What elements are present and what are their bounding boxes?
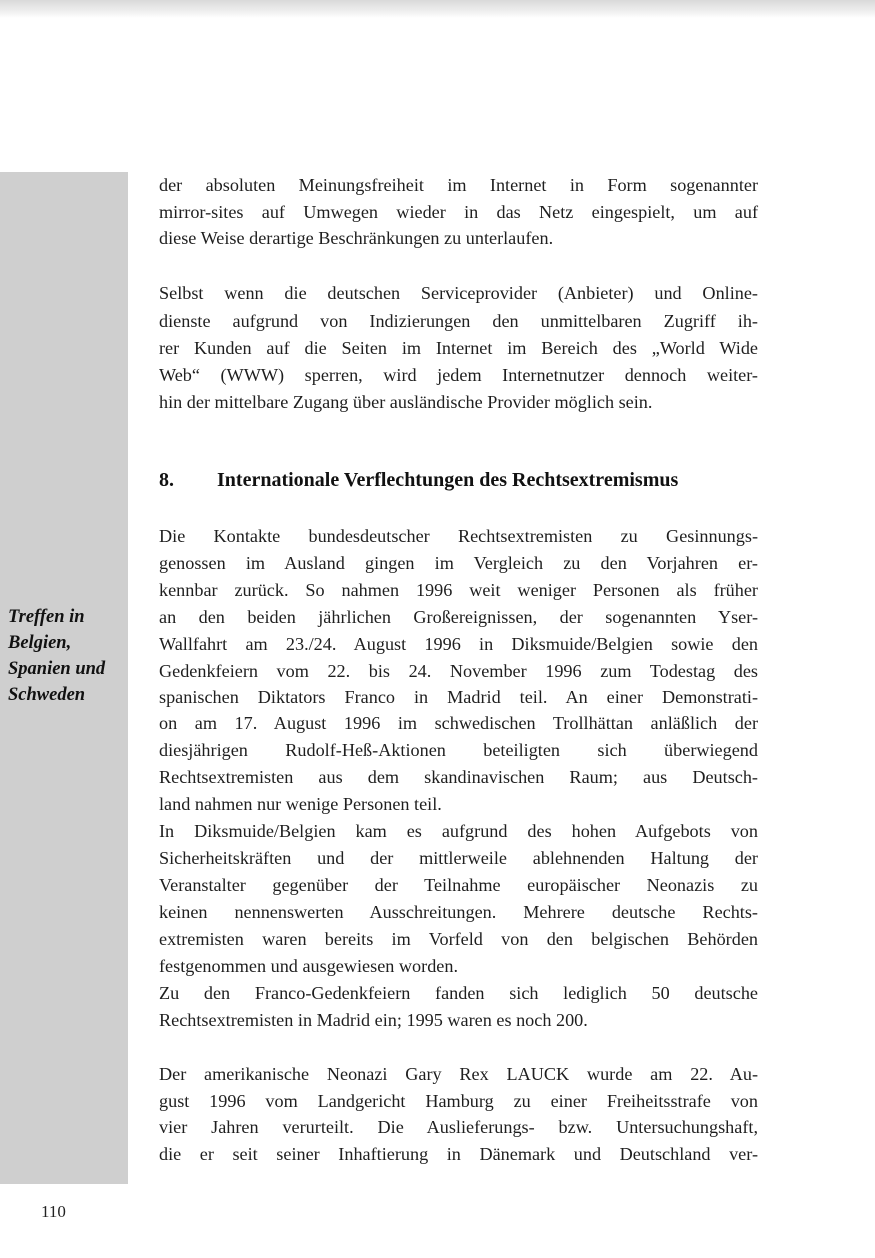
margin-note-line: Spanien und bbox=[8, 659, 106, 679]
margin-note-line: Schweden bbox=[8, 685, 86, 705]
margin-sidebar bbox=[0, 172, 128, 1184]
text-line: mirror-sites auf Umwegen wieder in das Netz eingespielt, um auf bbox=[159, 202, 758, 222]
text-line: Web“ (WWW) sperren, wird jedem Internetnutzer dennoch weiter- bbox=[159, 365, 758, 385]
text-line: dienste aufgrund von Indizierungen den unmittelbaren Zugriff ih- bbox=[159, 311, 758, 331]
page-number: 110 bbox=[41, 1202, 66, 1221]
text-line: Rechtsextremisten aus dem skandinavischen Raum; aus Deutsch- bbox=[159, 767, 758, 787]
text-line: der absoluten Meinungsfreiheit im Internet in Form sogenannter bbox=[159, 175, 758, 195]
text-line: Gedenkfeiern vom 22. bis 24. November 1996 zum Todestag des bbox=[159, 661, 758, 681]
text-line: In Diksmuide/Belgien kam es aufgrund des hohen Aufgebots von bbox=[159, 821, 758, 841]
section-heading bbox=[159, 466, 769, 494]
text-line: Veranstalter gegenüber der Teilnahme europäischer Neonazis zu bbox=[159, 875, 758, 895]
text-line: diesjährigen Rudolf-Heß-Aktionen beteiligten sich überwiegend bbox=[159, 740, 758, 760]
text-line: an den beiden jährlichen Großereignissen, der sogenannten Yser- bbox=[159, 607, 758, 627]
text-line: rer Kunden auf die Seiten im Internet im Bereich des „World Wide bbox=[159, 338, 758, 358]
scan-top-edge bbox=[0, 0, 875, 18]
section-title: Internationale Verflechtungen des Rechtsextremismus bbox=[217, 469, 679, 491]
text-line: festgenommen und ausgewiesen worden. bbox=[159, 956, 459, 976]
text-line: keinen nennenswerten Ausschreitungen. Mehrere deutsche Rechts- bbox=[159, 902, 758, 922]
margin-note bbox=[8, 604, 126, 708]
text-line: land nahmen nur wenige Personen teil. bbox=[159, 794, 442, 814]
section-number: 8. bbox=[159, 469, 174, 491]
text-line: Wallfahrt am 23./24. August 1996 in Diksmuide/Belgien sowie den bbox=[159, 634, 758, 654]
text-line: vier Jahren verurteilt. Die Auslieferungs- bzw. Untersuchungshaft, bbox=[159, 1117, 758, 1137]
text-line: kennbar zurück. So nahmen 1996 weit weniger Personen als früher bbox=[159, 580, 758, 600]
text-line: Rechtsextremisten in Madrid ein; 1995 waren es noch 200. bbox=[159, 1010, 588, 1030]
margin-note-line: Treffen in bbox=[8, 607, 85, 627]
text-line: hin der mittelbare Zugang über ausländische Provider möglich sein. bbox=[159, 392, 653, 412]
text-line: Sicherheitskräften und der mittlerweile ablehnenden Haltung der bbox=[159, 848, 758, 868]
text-line: die er seit seiner Inhaftierung in Dänemark und Deutschland ver- bbox=[159, 1144, 758, 1164]
text-line: Der amerikanische Neonazi Gary Rex LAUCK wurde am 22. Au- bbox=[159, 1064, 758, 1084]
text-line: spanischen Diktators Franco in Madrid teil. An einer Demonstrati- bbox=[159, 687, 758, 707]
margin-note-line: Belgien, bbox=[8, 633, 72, 653]
text-line: gust 1996 vom Landgericht Hamburg zu einer Freiheitsstrafe von bbox=[159, 1091, 758, 1111]
text-line: Selbst wenn die deutschen Serviceprovider (Anbieter) und Online- bbox=[159, 283, 758, 303]
text-line: Die Kontakte bundesdeutscher Rechtsextremisten zu Gesinnungs- bbox=[159, 526, 758, 546]
text-line: diese Weise derartige Beschränkungen zu unterlaufen. bbox=[159, 228, 554, 248]
text-line: genossen im Ausland gingen im Vergleich zu den Vorjahren er- bbox=[159, 553, 758, 573]
text-line: on am 17. August 1996 im schwedischen Trollhättan anläßlich der bbox=[159, 713, 758, 733]
text-line: Zu den Franco-Gedenkfeiern fanden sich lediglich 50 deutsche bbox=[159, 983, 758, 1003]
text-line: extremisten waren bereits im Vorfeld von den belgischen Behörden bbox=[159, 929, 758, 949]
